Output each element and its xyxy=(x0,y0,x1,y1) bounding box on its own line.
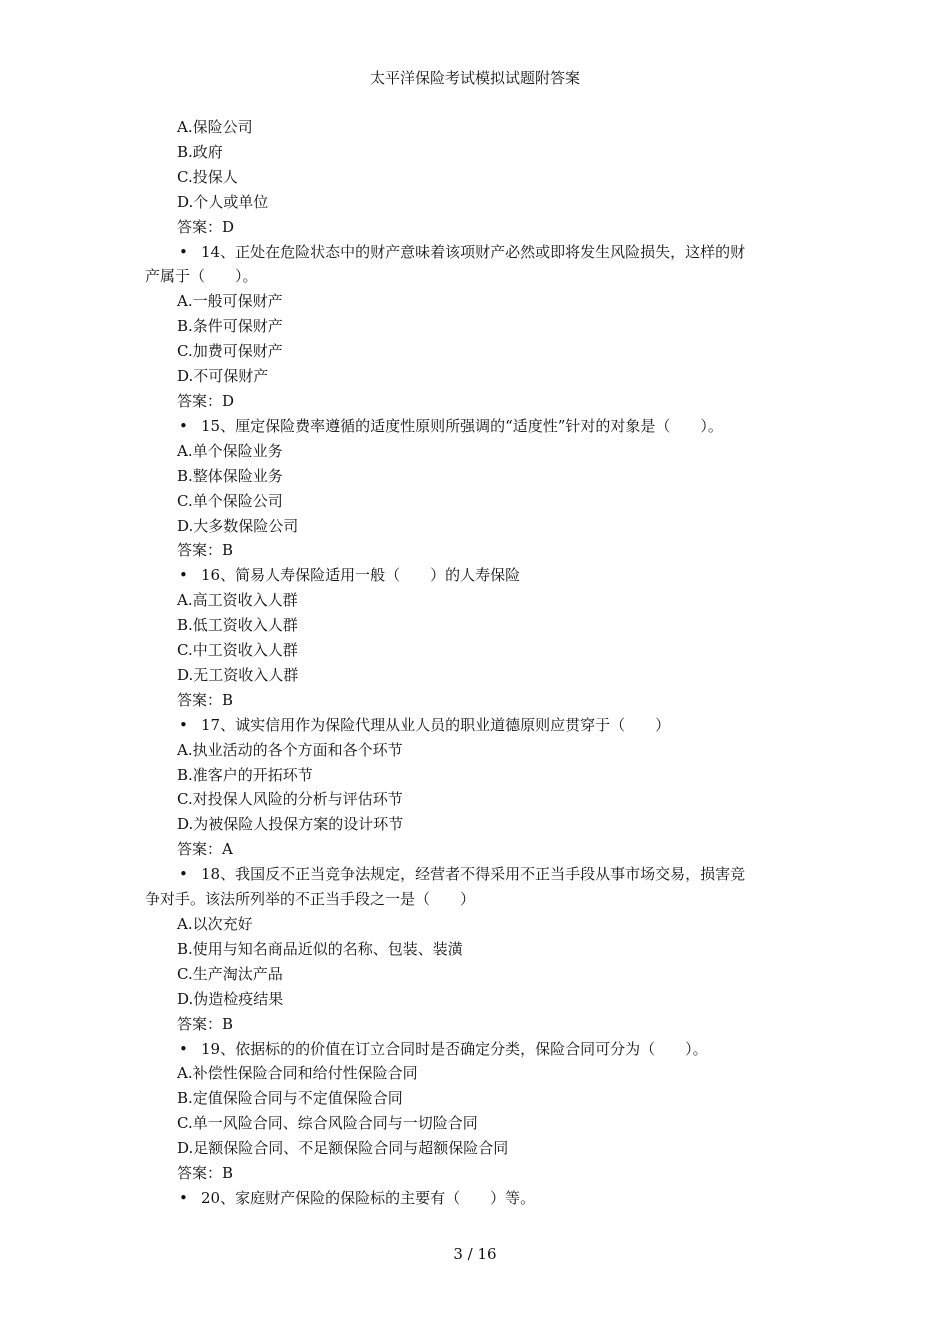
bullet-icon: • xyxy=(179,1188,188,1207)
option-line: C.加费可保财产 xyxy=(177,342,283,361)
bullet-icon: • xyxy=(179,1039,188,1058)
question-18 xyxy=(145,862,815,887)
option-line: B.低工资收入人群 xyxy=(177,616,298,635)
option-line: B.政府 xyxy=(177,142,223,161)
answer-line: 答案：A xyxy=(177,840,233,859)
option-line: A.一般可保财产 xyxy=(177,292,283,311)
bullet-icon: • xyxy=(179,242,188,261)
option-line: D.不可保财产 xyxy=(177,367,269,386)
answer-line: 答案：D xyxy=(177,217,235,236)
option-line: A.高工资收入人群 xyxy=(177,591,298,610)
option-line: D.伪造检疫结果 xyxy=(177,989,284,1008)
bullet-icon: • xyxy=(179,865,188,884)
question-text-continued: 产属于（ ）。 xyxy=(145,267,258,286)
question-text: 20、家庭财产保险的保险标的主要有（ ）等。 xyxy=(201,1188,536,1207)
option-line: D.足额保险合同、不足额保险合同与超额保险合同 xyxy=(177,1139,509,1158)
question-text: 18、我国反不正当竞争法规定，经营者不得采用不正当手段从事市场交易，损害竞 xyxy=(201,865,746,884)
bullet-icon: • xyxy=(179,715,188,734)
answer-line: 答案：B xyxy=(177,541,234,560)
option-line: D.大多数保险公司 xyxy=(177,516,299,535)
option-line: C.中工资收入人群 xyxy=(177,641,298,660)
option-line: C.单个保险公司 xyxy=(177,491,283,510)
option-line: C.单一风险合同、综合风险合同与一切险合同 xyxy=(177,1114,478,1133)
option-line: A.以次充好 xyxy=(177,915,253,933)
question-text-continued: 争对手。该法所列举的不正当手段之一是（ ） xyxy=(145,890,476,909)
question-text: 17、诚实信用作为保险代理从业人员的职业道德原则应贯穿于（ ） xyxy=(201,715,671,734)
bullet-icon: • xyxy=(179,416,188,435)
question-15 xyxy=(145,414,815,439)
option-line: B.使用与知名商品近似的名称、包装、装潢 xyxy=(177,939,463,958)
option-line: B.整体保险业务 xyxy=(177,466,283,485)
option-line: A.执业活动的各个方面和各个环节 xyxy=(177,740,403,759)
option-line: B.条件可保财产 xyxy=(177,317,283,336)
option-line: D.无工资收入人群 xyxy=(177,665,299,684)
question-text: 19、依据标的的价值在订立合同时是否确定分类，保险合同可分为（ ）。 xyxy=(201,1039,708,1058)
answer-line: 答案：B xyxy=(177,1164,234,1183)
question-text: 15、厘定保险费率遵循的适度性原则所强调的“适度性”针对的对象是（ ）。 xyxy=(201,416,723,435)
question-14 xyxy=(145,240,815,265)
option-line: A.保险公司 xyxy=(177,118,253,136)
document-body xyxy=(145,115,815,1211)
page-header: 太平洋保险考试模拟试题附答案 xyxy=(369,69,580,87)
answer-line: 答案：B xyxy=(177,1014,234,1033)
bullet-icon: • xyxy=(179,566,188,585)
question-17 xyxy=(145,713,815,738)
question-16 xyxy=(145,563,815,588)
option-line: C.投保人 xyxy=(177,167,238,186)
option-line: A.单个保险业务 xyxy=(177,441,283,460)
option-line: C.对投保人风险的分析与评估环节 xyxy=(177,790,403,809)
question-text: 14、正处在危险状态中的财产意味着该项财产必然或即将发生风险损失，这样的财 xyxy=(201,242,746,261)
option-line: D.个人或单位 xyxy=(177,192,269,211)
option-line: B.定值保险合同与不定值保险合同 xyxy=(177,1089,403,1108)
page-number: 3 / 16 xyxy=(453,1245,497,1263)
option-line: D.为被保险人投保方案的设计环节 xyxy=(177,815,404,834)
option-line: A.补偿性保险合同和给付性保险合同 xyxy=(177,1064,418,1083)
question-text: 16、简易人寿保险适用一般（ ）的人寿保险 xyxy=(201,566,521,585)
answer-line: 答案：D xyxy=(177,391,235,410)
answer-line: 答案：B xyxy=(177,690,234,709)
question-19 xyxy=(145,1037,815,1062)
option-line: C.生产淘汰产品 xyxy=(177,964,283,983)
question-20 xyxy=(145,1186,815,1211)
option-line: B.准客户的开拓环节 xyxy=(177,765,313,784)
